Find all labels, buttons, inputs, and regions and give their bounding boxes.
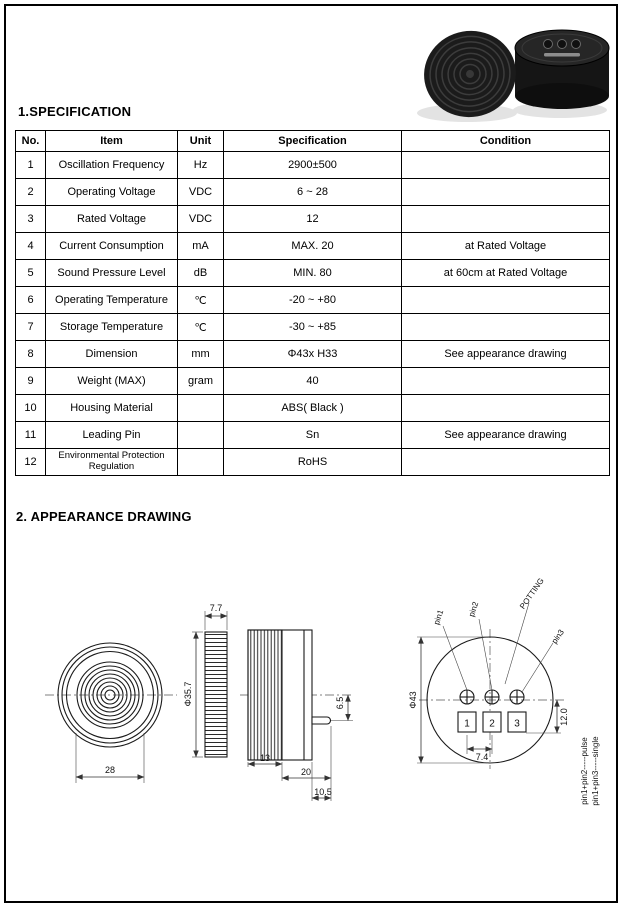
spec-header-row [16, 131, 610, 152]
cell-unit: mA [178, 233, 224, 260]
cell-condition: at Rated Voltage [402, 233, 610, 260]
terminal-hole-icon [572, 40, 581, 49]
terminal-hole-icon [544, 40, 553, 49]
spec-row [16, 449, 610, 476]
cell-spec: 40 [224, 368, 402, 395]
cell-unit: gram [178, 368, 224, 395]
spec-row [16, 395, 610, 422]
cell-item: Operating Temperature [46, 287, 178, 314]
terminal-number: 3 [514, 718, 520, 730]
cell-no: 1 [16, 152, 46, 179]
spec-row [16, 287, 610, 314]
dim-pin-offset-label: 6.5 [335, 696, 345, 710]
specification-section-title: 1.SPECIFICATION [18, 104, 132, 119]
cell-unit: Hz [178, 152, 224, 179]
cell-spec: MAX. 20 [224, 233, 402, 260]
spec-row [16, 206, 610, 233]
back-view [408, 576, 600, 805]
specification-table [15, 130, 610, 476]
product-photo [412, 8, 612, 130]
cell-no: 6 [16, 287, 46, 314]
cell-spec: 6 ~ 28 [224, 179, 402, 206]
cell-no: 3 [16, 206, 46, 233]
buzzer-bottom-image [515, 30, 609, 109]
wiring-note-single: pin1+pin3-----single [591, 736, 600, 806]
cell-condition [402, 314, 610, 341]
cell-no: 8 [16, 341, 46, 368]
cell-unit: VDC [178, 179, 224, 206]
cell-item: Dimension [46, 341, 178, 368]
pin-terminal-icon [510, 690, 524, 704]
pin2-label: pin2 [467, 600, 481, 618]
cell-item: Operating Voltage [46, 179, 178, 206]
cell-no: 5 [16, 260, 46, 287]
pin3-label: pin3 [549, 627, 566, 646]
cell-spec: -20 ~ +80 [224, 287, 402, 314]
cell-item: Oscillation Frequency [46, 152, 178, 179]
dim-front-width-label: 28 [104, 765, 116, 775]
cell-spec: ABS( Black ) [224, 395, 402, 422]
dim-pin-pitch-label: 7.4 [475, 752, 489, 762]
wiring-note-pulse: pin1+pin2-----pulse [580, 737, 589, 805]
cell-no: 12 [16, 449, 46, 476]
dim-pin-row-offset-label: 12.0 [559, 708, 569, 726]
cell-no: 7 [16, 314, 46, 341]
cell-condition: at 60cm at Rated Voltage [402, 260, 610, 287]
cell-unit: mm [178, 341, 224, 368]
cell-spec: 12 [224, 206, 402, 233]
dim-face-diameter-label: Φ35.7 [183, 681, 193, 707]
pin-terminal-icon [485, 690, 499, 704]
cell-no: 2 [16, 179, 46, 206]
cell-no: 11 [16, 422, 46, 449]
cell-condition [402, 287, 610, 314]
cell-item: Rated Voltage [46, 206, 178, 233]
spec-row [16, 260, 610, 287]
spec-row [16, 152, 610, 179]
front-view [45, 643, 177, 783]
dim-rib-width-label: 7.7 [209, 603, 223, 613]
cell-condition [402, 449, 610, 476]
cell-condition: See appearance drawing [402, 341, 610, 368]
cell-condition [402, 206, 610, 233]
appearance-drawing [15, 553, 609, 893]
cell-spec: Φ43x H33 [224, 341, 402, 368]
terminal-hole-icon [558, 40, 567, 49]
cell-unit [178, 422, 224, 449]
cell-spec: MIN. 80 [224, 260, 402, 287]
cell-item: Leading Pin [46, 422, 178, 449]
dim-body-depth-label: 20 [300, 767, 312, 777]
cell-item: Sound Pressure Level [46, 260, 178, 287]
cell-spec: 2900±500 [224, 152, 402, 179]
cell-unit: VDC [178, 206, 224, 233]
cell-unit: ℃ [178, 287, 224, 314]
cell-condition [402, 368, 610, 395]
cell-spec: -30 ~ +85 [224, 314, 402, 341]
side-view [183, 603, 353, 801]
cell-condition: See appearance drawing [402, 422, 610, 449]
cell-item: Weight (MAX) [46, 368, 178, 395]
cell-item: Current Consumption [46, 233, 178, 260]
cell-item: Environmental Protection Regulation [46, 449, 178, 476]
spec-row [16, 179, 610, 206]
cell-spec: Sn [224, 422, 402, 449]
spec-row [16, 422, 610, 449]
cell-unit: ℃ [178, 314, 224, 341]
ribbed-face-strip [205, 632, 227, 757]
cell-no: 10 [16, 395, 46, 422]
col-header-no: No. [16, 131, 46, 152]
dim-pin-length-label: 10.5 [314, 787, 332, 797]
pin-terminal-icon [460, 690, 474, 704]
cell-item: Storage Temperature [46, 314, 178, 341]
spec-row [16, 368, 610, 395]
cell-unit [178, 395, 224, 422]
spec-row [16, 233, 610, 260]
cell-no: 9 [16, 368, 46, 395]
dim-cap-depth-label: 13 [259, 753, 271, 763]
cell-condition [402, 179, 610, 206]
pin1-label: pin1 [432, 608, 446, 626]
cell-no: 4 [16, 233, 46, 260]
cap-ribs [248, 630, 282, 760]
cell-item: Housing Material [46, 395, 178, 422]
col-header-condition: Condition [402, 131, 610, 152]
col-header-unit: Unit [178, 131, 224, 152]
cell-spec: RoHS [224, 449, 402, 476]
spec-row [16, 341, 610, 368]
col-header-item: Item [46, 131, 178, 152]
cell-unit [178, 449, 224, 476]
cell-condition [402, 395, 610, 422]
dim-back-diameter-label: Φ43 [408, 691, 418, 709]
label-text-marks [544, 53, 580, 57]
appearance-section-title: 2. APPEARANCE DRAWING [16, 509, 192, 524]
lead-pin [312, 717, 331, 724]
cell-unit: dB [178, 260, 224, 287]
terminal-number: 2 [489, 718, 495, 730]
potting-label: POTTING [518, 576, 546, 611]
cell-condition [402, 152, 610, 179]
terminal-number: 1 [464, 718, 470, 730]
col-header-specification: Specification [224, 131, 402, 152]
spec-row [16, 314, 610, 341]
